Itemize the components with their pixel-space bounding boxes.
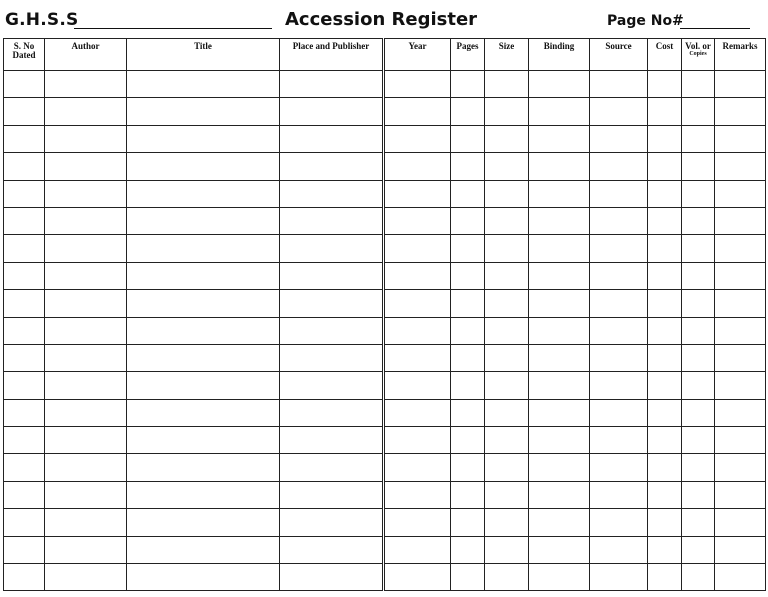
empty-cell [45,509,127,536]
empty-cell [384,344,451,371]
register-body [4,71,766,591]
empty-cell [127,153,280,180]
empty-cell [682,180,715,207]
empty-cell [682,509,715,536]
empty-cell [485,290,529,317]
empty-cell [451,71,485,98]
empty-cell [529,180,590,207]
empty-cell [127,372,280,399]
empty-cell [590,153,648,180]
empty-cell [485,180,529,207]
empty-cell [127,262,280,289]
empty-cell [384,564,451,591]
empty-cell [4,180,45,207]
empty-cell [715,344,766,371]
column-header-sno: S. No Dated [4,39,45,71]
empty-cell [127,180,280,207]
empty-cell [648,481,682,508]
empty-cell [127,564,280,591]
empty-cell [485,536,529,563]
empty-cell [648,235,682,262]
empty-cell [384,481,451,508]
empty-cell [280,153,384,180]
empty-cell [648,153,682,180]
empty-cell [485,344,529,371]
empty-cell [682,207,715,234]
empty-cell [4,262,45,289]
empty-cell [127,481,280,508]
empty-cell [485,399,529,426]
empty-cell [682,262,715,289]
table-row [4,235,766,262]
empty-cell [451,481,485,508]
empty-cell [451,317,485,344]
empty-cell [4,207,45,234]
table-row [4,71,766,98]
empty-cell [682,344,715,371]
empty-cell [451,262,485,289]
empty-cell [4,317,45,344]
empty-cell [529,125,590,152]
empty-cell [682,454,715,481]
empty-cell [648,262,682,289]
empty-cell [529,427,590,454]
empty-cell [451,509,485,536]
empty-cell [4,125,45,152]
empty-cell [4,536,45,563]
empty-cell [280,372,384,399]
empty-cell [590,207,648,234]
empty-cell [682,153,715,180]
empty-cell [529,536,590,563]
empty-cell [529,564,590,591]
empty-cell [715,564,766,591]
empty-cell [715,372,766,399]
empty-cell [127,71,280,98]
empty-cell [280,509,384,536]
empty-cell [682,290,715,317]
empty-cell [127,235,280,262]
empty-cell [715,317,766,344]
empty-cell [715,481,766,508]
column-header-size: Size [485,39,529,71]
empty-cell [45,536,127,563]
empty-cell [485,71,529,98]
empty-cell [45,454,127,481]
table-row [4,317,766,344]
empty-cell [127,509,280,536]
empty-cell [4,153,45,180]
empty-cell [45,71,127,98]
empty-cell [45,98,127,125]
column-header-title: Title [127,39,280,71]
empty-cell [384,509,451,536]
empty-cell [529,399,590,426]
empty-cell [485,317,529,344]
empty-cell [384,372,451,399]
empty-cell [485,98,529,125]
empty-cell [127,427,280,454]
empty-cell [280,317,384,344]
empty-cell [682,235,715,262]
empty-cell [485,454,529,481]
empty-cell [384,290,451,317]
empty-cell [4,344,45,371]
table-row [4,290,766,317]
empty-cell [590,399,648,426]
empty-cell [280,399,384,426]
empty-cell [590,481,648,508]
empty-cell [590,235,648,262]
empty-cell [45,262,127,289]
empty-cell [529,509,590,536]
empty-cell [451,180,485,207]
empty-cell [590,290,648,317]
column-header-source: Source [590,39,648,71]
table-row [4,98,766,125]
empty-cell [280,427,384,454]
page-number-label: Page No# [607,13,684,29]
empty-cell [485,427,529,454]
column-header-remarks: Remarks [715,39,766,71]
empty-cell [648,125,682,152]
empty-cell [590,509,648,536]
empty-cell [682,399,715,426]
empty-cell [715,180,766,207]
empty-cell [715,153,766,180]
empty-cell [280,536,384,563]
empty-cell [682,125,715,152]
empty-cell [127,399,280,426]
empty-cell [451,235,485,262]
school-name-blank-line [74,28,272,29]
table-row [4,427,766,454]
empty-cell [4,290,45,317]
empty-cell [590,536,648,563]
empty-cell [4,399,45,426]
empty-cell [127,98,280,125]
empty-cell [451,427,485,454]
empty-cell [45,317,127,344]
empty-cell [280,235,384,262]
empty-cell [4,564,45,591]
empty-cell [715,290,766,317]
table-row [4,372,766,399]
empty-cell [590,427,648,454]
empty-cell [127,207,280,234]
empty-cell [682,317,715,344]
table-row [4,509,766,536]
empty-cell [280,180,384,207]
empty-cell [682,427,715,454]
empty-cell [590,262,648,289]
empty-cell [45,481,127,508]
empty-cell [4,98,45,125]
table-header-row [4,39,766,71]
empty-cell [648,372,682,399]
empty-cell [529,235,590,262]
empty-cell [715,509,766,536]
empty-cell [4,372,45,399]
empty-cell [280,71,384,98]
empty-cell [280,481,384,508]
empty-cell [384,427,451,454]
empty-cell [451,399,485,426]
empty-cell [648,180,682,207]
empty-cell [451,290,485,317]
empty-cell [715,98,766,125]
empty-cell [451,207,485,234]
empty-cell [45,125,127,152]
empty-cell [127,454,280,481]
empty-cell [648,399,682,426]
empty-cell [648,427,682,454]
empty-cell [384,536,451,563]
empty-cell [384,153,451,180]
empty-cell [648,509,682,536]
empty-cell [384,399,451,426]
empty-cell [590,317,648,344]
empty-cell [529,454,590,481]
empty-cell [280,207,384,234]
empty-cell [4,235,45,262]
empty-cell [451,564,485,591]
column-header-year: Year [384,39,451,71]
empty-cell [280,454,384,481]
empty-cell [590,180,648,207]
page-title: Accession Register [285,9,478,30]
empty-cell [682,536,715,563]
empty-cell [590,71,648,98]
empty-cell [127,536,280,563]
empty-cell [715,427,766,454]
empty-cell [715,71,766,98]
table-row [4,344,766,371]
column-header-binding: Binding [529,39,590,71]
register-header [0,0,768,38]
empty-cell [529,71,590,98]
empty-cell [648,207,682,234]
empty-cell [384,71,451,98]
empty-cell [485,207,529,234]
empty-cell [384,98,451,125]
empty-cell [451,125,485,152]
empty-cell [384,235,451,262]
empty-cell [715,536,766,563]
empty-cell [451,344,485,371]
empty-cell [648,290,682,317]
table-row [4,180,766,207]
empty-cell [4,454,45,481]
school-name: G.H.S.S [5,10,79,30]
empty-cell [127,125,280,152]
empty-cell [715,454,766,481]
empty-cell [529,98,590,125]
empty-cell [280,344,384,371]
column-header-pages: Pages [451,39,485,71]
empty-cell [648,98,682,125]
empty-cell [529,481,590,508]
empty-cell [451,454,485,481]
table-row [4,564,766,591]
column-header-author: Author [45,39,127,71]
empty-cell [280,564,384,591]
table-row [4,153,766,180]
empty-cell [4,71,45,98]
empty-cell [682,71,715,98]
empty-cell [715,262,766,289]
empty-cell [648,317,682,344]
column-header-vol-copies: Vol. or Copies [682,39,715,71]
empty-cell [485,372,529,399]
empty-cell [715,235,766,262]
empty-cell [485,509,529,536]
empty-cell [590,98,648,125]
empty-cell [451,153,485,180]
page-number-blank-line [680,28,750,29]
column-header-cost: Cost [648,39,682,71]
empty-cell [529,344,590,371]
empty-cell [529,262,590,289]
empty-cell [280,98,384,125]
empty-cell [384,454,451,481]
empty-cell [485,153,529,180]
empty-cell [384,180,451,207]
empty-cell [451,536,485,563]
empty-cell [529,153,590,180]
empty-cell [451,372,485,399]
empty-cell [280,125,384,152]
empty-cell [45,180,127,207]
table-row [4,481,766,508]
empty-cell [45,153,127,180]
empty-cell [485,125,529,152]
empty-cell [715,399,766,426]
empty-cell [529,317,590,344]
empty-cell [45,564,127,591]
empty-cell [682,564,715,591]
empty-cell [127,290,280,317]
empty-cell [715,125,766,152]
empty-cell [45,207,127,234]
column-header-place-publisher: Place and Publisher [280,39,384,71]
empty-cell [529,372,590,399]
empty-cell [485,262,529,289]
empty-cell [485,481,529,508]
empty-cell [529,290,590,317]
table-row [4,536,766,563]
empty-cell [280,290,384,317]
empty-cell [451,98,485,125]
empty-cell [715,207,766,234]
table-row [4,262,766,289]
empty-cell [590,125,648,152]
empty-cell [682,98,715,125]
empty-cell [384,207,451,234]
empty-cell [45,235,127,262]
empty-cell [590,454,648,481]
empty-cell [590,564,648,591]
table-row [4,125,766,152]
table-row [4,399,766,426]
empty-cell [384,262,451,289]
empty-cell [280,262,384,289]
empty-cell [590,344,648,371]
empty-cell [127,344,280,371]
empty-cell [45,372,127,399]
table-row [4,207,766,234]
empty-cell [485,564,529,591]
empty-cell [4,509,45,536]
empty-cell [4,427,45,454]
empty-cell [45,399,127,426]
empty-cell [648,564,682,591]
table-row [4,454,766,481]
empty-cell [648,454,682,481]
empty-cell [648,71,682,98]
empty-cell [127,317,280,344]
empty-cell [682,372,715,399]
empty-cell [45,344,127,371]
accession-register-table [3,38,766,591]
empty-cell [45,427,127,454]
empty-cell [384,317,451,344]
empty-cell [648,344,682,371]
empty-cell [45,290,127,317]
empty-cell [590,372,648,399]
empty-cell [529,207,590,234]
empty-cell [648,536,682,563]
empty-cell [384,125,451,152]
empty-cell [485,235,529,262]
empty-cell [682,481,715,508]
empty-cell [4,481,45,508]
